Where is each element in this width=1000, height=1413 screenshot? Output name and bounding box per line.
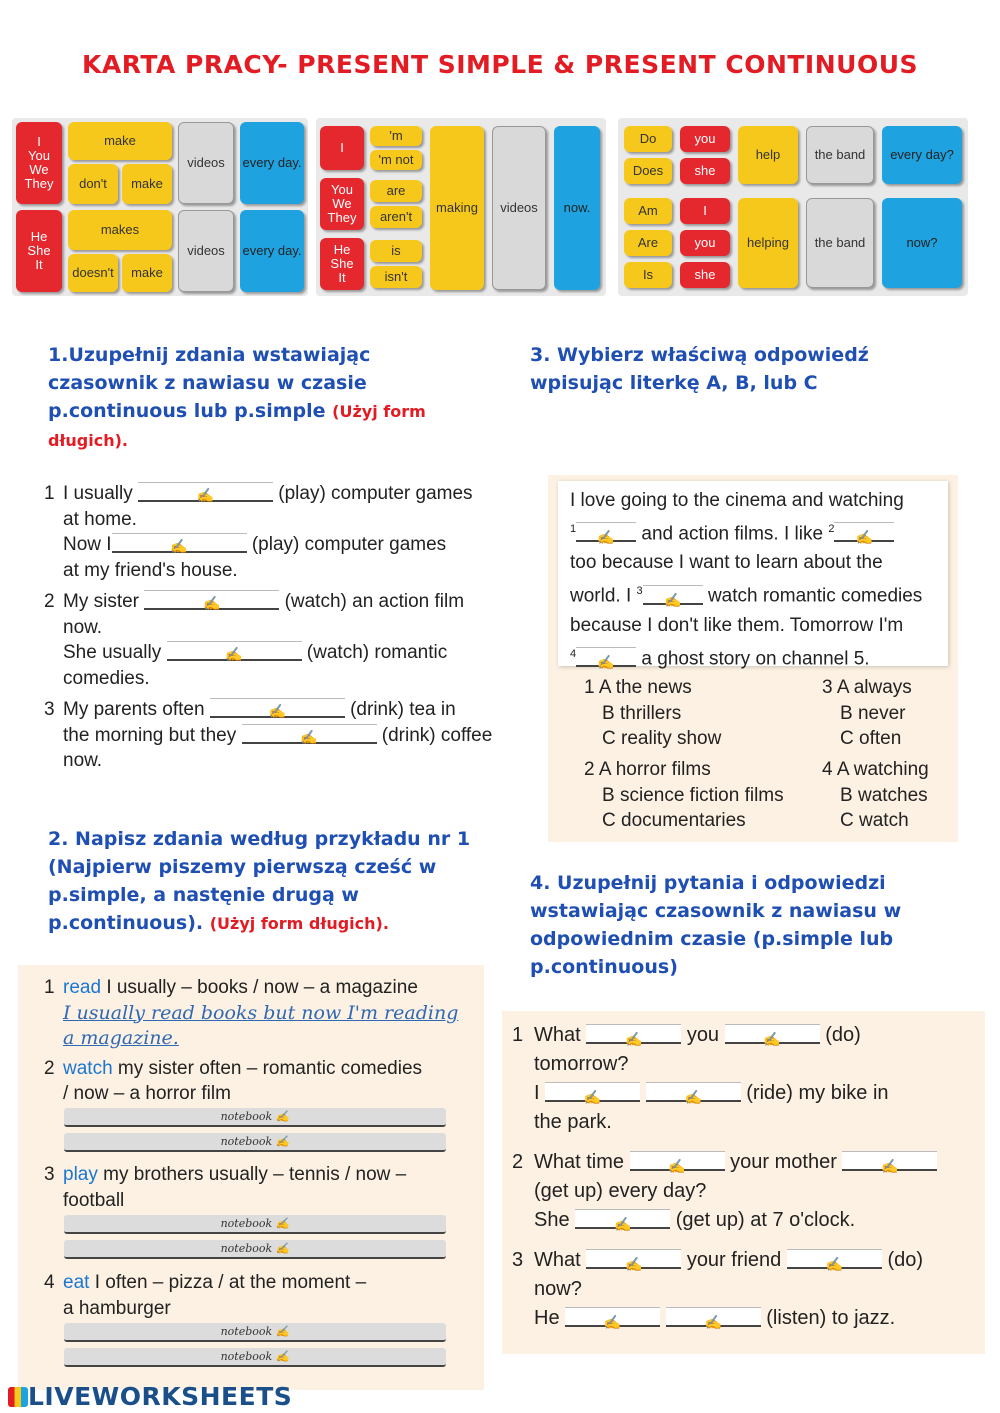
subjects-singular: He She It (16, 210, 62, 292)
subject-you: you (680, 126, 730, 152)
answer-field[interactable] (545, 1082, 640, 1105)
answer-field[interactable] (112, 533, 247, 553)
exercise-3-heading: 3. Wybierz właściwą odpowiedź wpisując literkę A, B, lub C (530, 344, 869, 394)
subject-she: she (680, 158, 730, 184)
aux-is: Is (624, 262, 672, 288)
pen-icon: ✍ (268, 703, 287, 719)
verb-isnt: isn't (370, 266, 422, 288)
options-q4: 4 A watching B watches C watch (822, 759, 929, 831)
page-title: KARTA PRACY- PRESENT SIMPLE & PRESENT CONTINUOUS (82, 50, 918, 79)
verb-make: make (68, 122, 172, 160)
pen-icon: ✍ (300, 728, 318, 745)
aux-do: Do (624, 126, 672, 152)
verb-dont: don't (68, 164, 118, 204)
logo-icon (8, 1387, 28, 1407)
verb-am-not: 'm not (370, 150, 422, 170)
pen-icon: ✍ (663, 591, 682, 608)
pen-icon: ✍ (603, 1314, 622, 1330)
answer-field[interactable] (586, 1249, 681, 1272)
verb-arent: aren't (370, 206, 422, 228)
pen-icon: ✍ (170, 538, 188, 554)
answer-field[interactable] (834, 522, 894, 546)
grammar-table-questions (618, 118, 968, 296)
subjects-plural: I You We They (16, 122, 62, 204)
verb-doesnt: doesn't (68, 254, 118, 292)
exercise-2-box: 1 read I usually – books / now – a magazine I usually read books but now I'm reading a magazine. 2 watch my sister often – romantic comedies / now – a horror film notebook ✍ notebook ✍ 3 play my brothers usually – tennis / now – football notebook ✍ notebook ✍ 4 eat I often – pizza / at the moment – a hamburger notebook ✍ notebook ✍ (18, 965, 484, 1390)
pen-icon: ✍ (763, 1031, 781, 1047)
grammar-table-simple (12, 118, 308, 296)
answer-field[interactable] (576, 647, 636, 670)
time-everyday-2: every day. (240, 210, 304, 292)
options-q3: 3 A always B never C often (822, 677, 912, 749)
answer-field[interactable] (787, 1249, 882, 1272)
answer-field[interactable] (242, 724, 377, 744)
object-videos-2: videos (178, 210, 234, 292)
verb-help: help (738, 126, 798, 184)
answer-field[interactable] (167, 641, 302, 661)
answer-field[interactable] (144, 590, 279, 610)
liveworksheets-logo: LIVEWORKSHEETS (8, 1382, 292, 1411)
answer-field[interactable] (586, 1024, 681, 1047)
pen-icon: ✍ (597, 529, 615, 546)
exercise-4-heading: 4. Uzupełnij pytania i odpowiedzi wstawiając czasownik z nawiasu w odpowiednim czasie (p.simple lub p.continuous) (530, 872, 902, 978)
options-q1: 1 A the news B thrillers C reality show (584, 677, 722, 749)
pen-icon: ✍ (881, 1158, 899, 1174)
notebook-field[interactable]: notebook ✍ (64, 1215, 446, 1234)
exercise-4-box: 1 What ✍ you ✍ (do) tomorrow? I ✍ ✍ (ride) my bike in the park. 2 What time ✍ your mother ✍ (get up) every day? She ✍ (get up) at 7 o'clock. 3 What ✍ your friend ✍ (do) now? He ✍ ✍ (listen) to jazz. (502, 1011, 985, 1354)
notebook-field[interactable]: notebook ✍ (64, 1348, 446, 1367)
aux-are: Are (624, 230, 672, 256)
verb-make-2: make (122, 164, 172, 204)
subject-you-2: you (680, 230, 730, 256)
verb-is: is (370, 240, 422, 262)
pen-icon: ✍ (825, 1256, 844, 1272)
answer-field[interactable] (725, 1024, 820, 1047)
notebook-field[interactable]: notebook ✍ (64, 1240, 446, 1259)
answer-field[interactable] (575, 1209, 670, 1232)
pen-icon: ✍ (704, 1314, 722, 1330)
pen-icon: ✍ (196, 487, 215, 503)
answer-field[interactable] (210, 698, 345, 718)
verb-are: are (370, 180, 422, 202)
verb-helping: helping (738, 198, 798, 288)
object-videos: videos (178, 122, 234, 204)
verb-make-3: make (122, 254, 172, 292)
verb-makes: makes (68, 210, 172, 250)
pen-icon: ✍ (203, 595, 221, 611)
pen-icon: ✍ (225, 646, 243, 662)
exercise-3-box: I love going to the cinema and watching $^1$ ✍ and action films. I like $^2$ ✍ too because I want to learn about the world. I $^3$ ✍ watch romantic comedies because I don't like them. Tomorrow I'm $^4$ ✍ a ghost story on channel 5. 1 A the news B thrillers C reality show 2 A horror films B science fiction films C documentaries 3 A always B never C often 4 A watching B watches C watch (548, 475, 958, 842)
answer-field[interactable] (842, 1151, 937, 1174)
answer-field[interactable] (576, 522, 636, 546)
example-answer-2: a magazine. (63, 1027, 179, 1049)
verb-making: making (430, 126, 484, 290)
answer-field[interactable] (666, 1307, 761, 1330)
answer-field[interactable] (138, 482, 273, 502)
options-q2: 2 A horror films B science fiction films C documentaries (584, 759, 784, 831)
time-now: now. (554, 126, 600, 290)
aux-am: Am (624, 198, 672, 224)
object-band: the band (806, 126, 874, 184)
verb-am: 'm (370, 126, 422, 146)
aux-does: Does (624, 158, 672, 184)
subject-i: I (320, 126, 364, 170)
notebook-field[interactable]: notebook ✍ (64, 1133, 446, 1152)
answer-field[interactable] (630, 1151, 725, 1174)
pen-icon: ✍ (668, 1158, 686, 1174)
notebook-field[interactable]: notebook ✍ (64, 1323, 446, 1342)
time-everyday: every day? (882, 126, 962, 184)
time-now: now? (882, 198, 962, 288)
pen-icon: ✍ (613, 1216, 632, 1232)
answer-field[interactable] (646, 1082, 741, 1105)
answer-field[interactable] (565, 1307, 660, 1330)
pen-icon: ✍ (625, 1256, 643, 1272)
time-everyday: every day. (240, 122, 304, 204)
exercise-2-heading: 2. Napisz zdania według przykładu nr 1 (Najpierw piszemy pierwszą cześć w p.simple, a nastęnie drugą w p.continuous). (Użyj form długich). (48, 828, 471, 934)
notebook-field[interactable]: notebook ✍ (64, 1108, 446, 1127)
exercise-1-heading: 1.Uzupełnij zdania wstawiając czasownik z nawiasu w czasie p.continuous lub p.simple (Użyj form długich). (48, 344, 426, 450)
subject-i: I (680, 198, 730, 224)
subjects-plural: You We They (320, 178, 364, 230)
pen-icon: ✍ (625, 1031, 643, 1047)
subjects-singular: He She It (320, 238, 364, 290)
subject-she-2: she (680, 262, 730, 288)
pen-icon: ✍ (855, 529, 874, 546)
example-answer: I usually read books but now I'm reading (63, 1001, 459, 1024)
object-band-2: the band (806, 198, 874, 288)
object-videos: videos (492, 126, 546, 290)
pen-icon: ✍ (583, 1089, 602, 1105)
pen-icon: ✍ (684, 1089, 702, 1105)
pen-icon: ✍ (597, 653, 615, 670)
grammar-table-continuous (316, 118, 606, 296)
exercise-1: 1 I usually ✍ (play) computer games at home. Now I ✍ (play) computer games at my friend's house. 2 My sister ✍ (watch) an action film now. She usually ✍ (watch) romantic comedies. 3 My parents often ✍ (drink) tea in the morning but they ✍ (drink) coffee now. (44, 483, 493, 771)
answer-field[interactable] (643, 585, 703, 608)
